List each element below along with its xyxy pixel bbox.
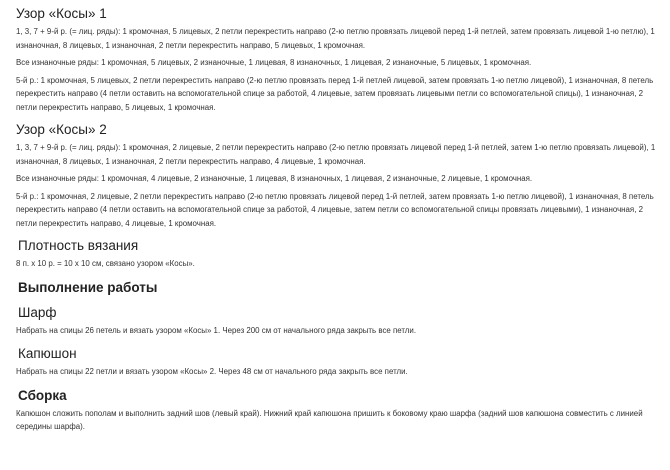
kosy1-row-5: 5-й р.: 1 кромочная, 5 лицевых, 2 петли перекрестить направо (2-ю петлю провязать перед 1-й петлей лицевой, затем провязать 1-ю петлю лицевой), 1 изнаночная, 8 петель перекрестить направо (4 петли оставить на вспомогательной спице за работой, 4 лицевые, затем провязать лицевыми петли со вспомогательной спицы), 1 изнаночная, 2 петли перекрестить направо, 5 лицевых, 1 кромочная. [16,75,654,112]
assembly-text: Капюшон сложить пополам и выполнить задний шов (левый край). Нижний край капюшона пришить к боковому краю шарфа (задний шов капюшона совместить с линией середины шарфа). [16,408,643,431]
execution-heading: Выполнение работы [18,279,158,295]
density-heading: Плотность вязания [18,238,139,253]
kosy2-rows-purl: Все изнаночные ряды: 1 кромочная, 4 лицевые, 2 изнаночные, 1 лицевая, 8 изнаночных, 1 лицевая, 2 изнаночные, 2 лицевые, 1 кромочная. [16,174,533,183]
kosy1-rows-purl: Все изнаночные ряды: 1 кромочная, 5 лицевых, 2 изнаночные, 1 лицевая, 8 изнаночных, 1 лицевая, 2 изнаночные, 5 лицевых, 1 кромочная. [16,58,532,67]
assembly-heading: Сборка [18,387,67,403]
kosy2-rows-odd: 1, 3, 7 + 9-й р. (= лиц. ряды): 1 кромочная, 2 лицевые, 2 петли перекрестить направо (2-ю петлю провязать лицевой перед 1-й петлей, затем 1-ю петлю провязать лицевой), 1 изнаночная, 8 лицевых, 1 изнаночная, 2 петли перекрестить направо, 4 лицевые, 1 кромочная. [16,143,656,166]
hood-heading: Капюшон [18,346,77,361]
scarf-heading: Шарф [18,304,57,320]
kosy2-heading: Узор «Косы» 2 [16,122,107,137]
kosy2-row-5: 5-й р.: 1 кромочная, 2 лицевые, 2 петли перекрестить направо (2-ю петлю провязать лицевой перед 1-й петлей, затем провязать 1-ю петлю лицевой), 1 изнаночная, 8 петель перекрестить направо (4 петли оставить на вспомогательной спице за работой, 4 лицевые, затем петли со вспомогательной спицы провязать лицевыми), 1 изнаночная, 2 петли перекрестить направо, 4 лицевые, 1 кромочная. [16,191,654,228]
kosy1-rows-odd: 1, 3, 7 + 9-й р. (= лиц. ряды): 1 кромочная, 5 лицевых, 2 петли перекрестить направо (2-ю петлю провязать лицевой перед 1-й петлей, затем провязать лицевой 1-ю петлю), 1 изнаночная, 8 лицевых, 1 изнаночная, 2 петли перекрестить направо, 5 лицевых, 1 кромочная. [16,27,655,50]
hood-text: Набрать на спицы 22 петли и вязать узором «Косы» 2. Через 48 см от начального ряда закрыть все петли. [16,367,408,376]
density-text: 8 п. х 10 р. = 10 х 10 см, связано узором «Косы». [16,259,195,268]
scarf-text: Набрать на спицы 26 петель и вязать узором «Косы» 1. Через 200 см от начального ряда закрыть все петли. [16,325,417,335]
kosy1-heading: Узор «Косы» 1 [16,6,107,21]
